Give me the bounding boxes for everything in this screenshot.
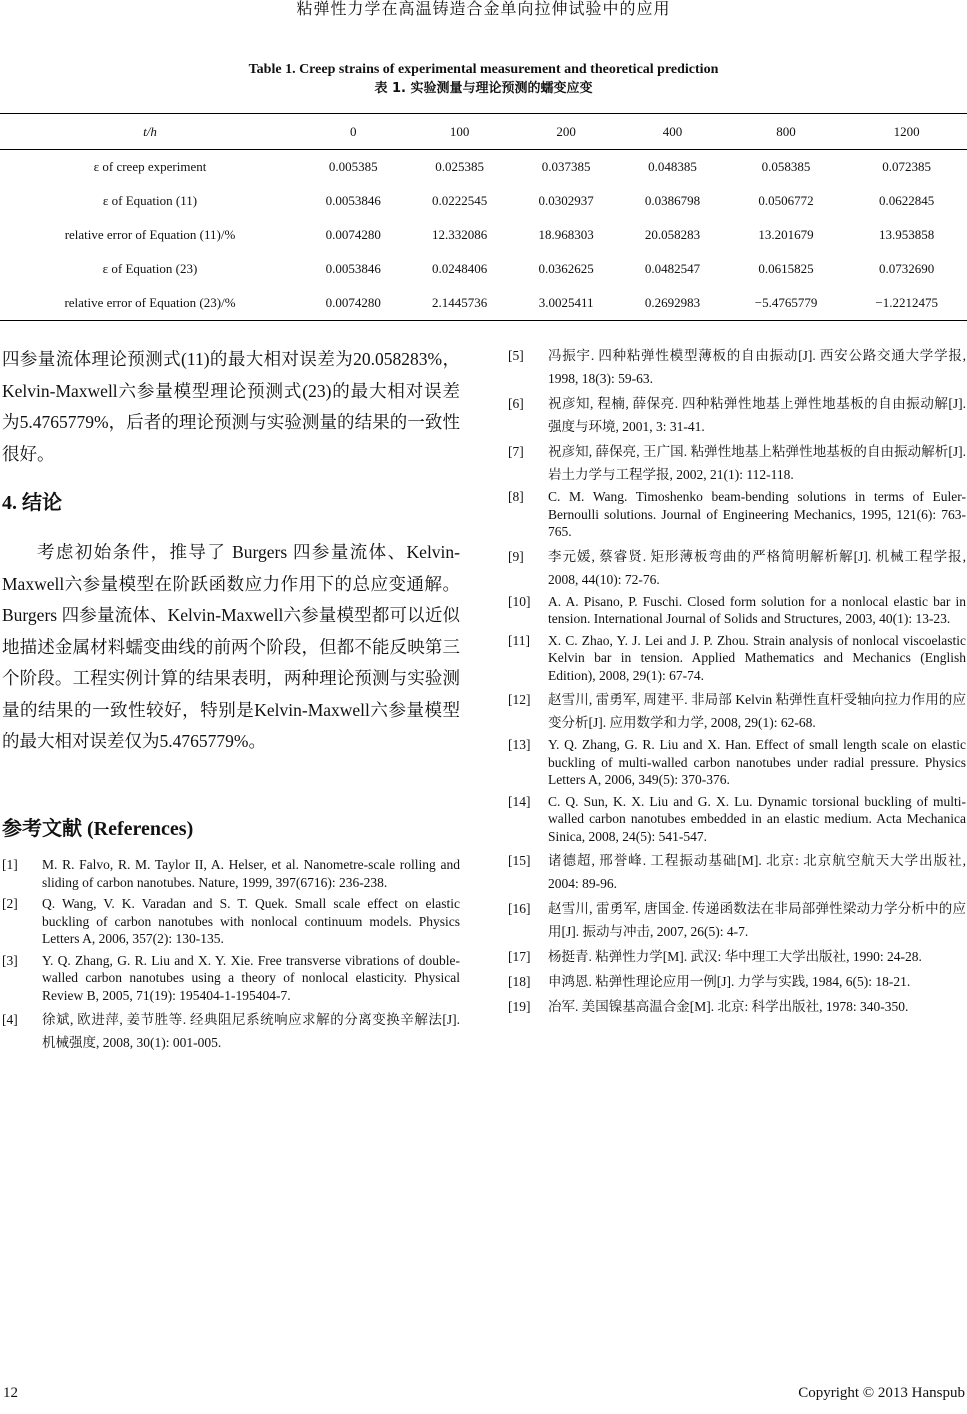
reference-item	[508, 688, 966, 734]
reference-text: 祝彦知, 程楠, 薛保亮. 四种粘弹性地基上弹性地基板的自由振动解[J]. 强度与环境, 2001, 3: 31-41.	[548, 396, 966, 434]
reference-text: X. C. Zhao, Y. J. Lei and J. P. Zhou. Strain analysis of nonlocal viscoelastic Kelvin bar in tension. Applied Mathematics and Mechanics (English Edition), 2008, 29(1): 67-74.	[548, 632, 966, 683]
reference-text: 祝彦知, 薛保亮, 王广国. 粘弹性地基上粘弹性地基板的自由振动解析[J]. 岩土力学与工程学报, 2002, 21(1): 112-118.	[548, 444, 966, 482]
table-cell: 0.0506772	[758, 193, 814, 208]
reference-item	[508, 897, 966, 943]
table-cell: −1.2212475	[875, 295, 938, 310]
reference-number: [10]	[508, 593, 531, 609]
references-list-right	[508, 344, 966, 1020]
reference-item	[508, 632, 966, 685]
table-header-cell: 400	[662, 123, 683, 139]
reference-item	[508, 392, 966, 438]
table-cell: 0.005385	[328, 159, 378, 174]
table-cell: 0.072385	[882, 159, 932, 174]
table-cell: 13.953858	[879, 227, 935, 242]
table-cell: 0.0222545	[432, 193, 488, 208]
table-cell: 0.2692983	[644, 295, 701, 310]
reference-text: 徐斌, 欧进萍, 姜节胜等. 经典阻尼系统响应求解的分离变换辛解法[J]. 机械强度, 2008, 30(1): 001-005.	[42, 1012, 460, 1050]
reference-text: 赵雪川, 雷勇军, 周建平. 非局部 Kelvin 粘弹性直杆受轴向拉力作用的应变分析[J]. 应用数学和力学, 2008, 29(1): 62-68.	[548, 692, 966, 730]
reference-item	[508, 945, 966, 968]
table-row	[0, 252, 967, 286]
table-cell: 0.025385	[435, 159, 485, 174]
table-cell: ε of Equation (23)	[102, 261, 198, 276]
table-cell: 0.0362625	[538, 261, 594, 276]
table-caption-cn: 表 1. 实验测量与理论预测的蠕变应变	[374, 81, 593, 96]
reference-item	[2, 856, 460, 891]
reference-text: 赵雪川, 雷勇军, 唐国金. 传递函数法在非局部弹性梁动力学分析中的应用[J]. 振动与冲击, 2007, 26(5): 4-7.	[548, 901, 966, 939]
reference-number: [12]	[508, 692, 531, 707]
table-cell: 0.0074280	[325, 295, 381, 310]
reference-text: Y. Q. Zhang, G. R. Liu and X. Y. Xie. Free transverse vibrations of double-walled carbon nanotubes using a theory of nonlocal elasticity. Physical Review B, 2005, 71(19): 195404-1-195404-7.	[42, 952, 460, 1003]
table-caption-en: Table 1. Creep strains of experimental measurement and theoretical prediction	[248, 62, 719, 77]
table-cell: 12.332086	[432, 227, 488, 242]
reference-item	[508, 849, 966, 895]
reference-text: 冯振宇. 四种粘弹性模型薄板的自由振动[J]. 西安公路交通大学学报, 1998, 18(3): 59-63.	[548, 348, 966, 386]
table-cell: 0.058385	[761, 159, 811, 174]
reference-number: [19]	[508, 999, 531, 1014]
reference-text: C. Q. Sun, K. X. Liu and G. X. Lu. Dynamic torsional buckling of multi-walled carbon nanotubes embedded in an elastic medium. Acta Mechanica Sinica, 2008, 24(5): 541-547.	[548, 793, 966, 844]
table-header-cell: 100	[449, 123, 470, 139]
table-header-cell: 800	[776, 123, 796, 139]
reference-item	[508, 995, 966, 1018]
reference-text: 申鸿恩. 粘弹性理论应用一例[J]. 力学与实践, 1984, 6(5): 18-21.	[548, 974, 911, 989]
table-cell: 13.201679	[758, 227, 814, 242]
reference-item	[508, 440, 966, 486]
body-paragraph: 考虑初始条件，推导了 Burgers 四参量流体、Kelvin-Maxwell六参量模型在阶跃函数应力作用下的总应变通解。Burgers 四参量流体、Kelvin-Maxwell六参量模型都可以近似地描述金属材料蠕变曲线的前两个阶段，但都不能反映第三个阶段。工程实例计算的结果表明，两种理论预测与实验测量的结果的一致性较好，特别是Kelvin-Maxwell六参量模型的最大相对误差仅为5.4765779%。	[2, 542, 460, 751]
table-header-row	[0, 114, 967, 150]
reference-number: [6]	[508, 396, 524, 411]
reference-item	[2, 952, 460, 1005]
reference-number: [16]	[508, 901, 531, 916]
reference-item	[508, 593, 966, 628]
reference-text: 冶军. 美国镍基高温合金[M]. 北京: 科学出版社, 1978: 340-350.	[548, 999, 909, 1014]
copyright-notice: Copyright © 2013 Hanspub	[798, 1385, 965, 1401]
reference-number: [7]	[508, 444, 524, 459]
reference-number: [18]	[508, 974, 531, 989]
table-cell: 0.0053846	[325, 193, 381, 208]
table-cell: 0.0615825	[758, 261, 814, 276]
reference-item	[508, 545, 966, 591]
reference-text: C. M. Wang. Timoshenko beam-bending solutions in terms of Euler-Bernoulli solutions. Journal of Engineering Mechanics, 1995, 121(6): 763-765.	[548, 489, 966, 539]
reference-text: Y. Q. Zhang, G. R. Liu and X. Han. Effect of small length scale on elastic buckling of multi-walled carbon nanotubes under radial pressure. Physics Letters A, 2006, 349(5): 370-376.	[548, 737, 966, 787]
table-cell: 0.0074280	[325, 227, 381, 242]
reference-number: [8]	[508, 489, 524, 504]
reference-number: [17]	[508, 949, 531, 964]
reference-item	[508, 970, 966, 993]
reference-text: 杨挺青. 粘弹性力学[M]. 武汉: 华中理工大学出版社, 1990: 24-28.	[548, 949, 922, 964]
table-cell: ε of Equation (11)	[102, 193, 198, 208]
table-cell: 2.1445736	[432, 295, 488, 310]
reference-number: [5]	[508, 348, 524, 363]
table-cell: relative error of Equation (11)/%	[64, 227, 236, 242]
table-row	[0, 218, 967, 252]
reference-item	[2, 895, 460, 948]
table-cell: 0.0622845	[879, 193, 935, 208]
references-heading: 参考文献 (References)	[2, 818, 194, 840]
references-list-left	[2, 856, 460, 1056]
reference-number: [4]	[2, 1012, 18, 1027]
running-head: 粘弹性力学在高温铸造合金单向拉伸试验中的应用	[296, 1, 671, 18]
reference-text: 李元媛, 蔡睿贤. 矩形薄板弯曲的严格简明解析解[J]. 机械工程学报, 2008, 44(10): 72-76.	[548, 548, 966, 587]
table-header-cell: 200	[556, 123, 576, 139]
body-paragraph: 四参量流体理论预测式(11)的最大相对误差为20.058283%，Kelvin-Maxwell六参量模型理论预测式(23)的最大相对误差为5.4765779%，后者的理论预测与实验测量的结果的一致性很好。	[2, 349, 460, 464]
table-cell: 0.037385	[541, 159, 591, 174]
table-cell: 20.058283	[644, 227, 701, 242]
table-cell: 0.048385	[648, 159, 697, 174]
table-cell: ε of creep experiment	[93, 159, 207, 174]
page-number: 12	[3, 1385, 18, 1401]
reference-item	[508, 793, 966, 846]
table-row	[0, 286, 967, 321]
table-row	[0, 150, 967, 185]
reference-number: [3]	[2, 952, 18, 968]
reference-number: [11]	[508, 632, 530, 648]
reference-item	[2, 1008, 460, 1054]
reference-number: [2]	[2, 896, 18, 911]
reference-item	[508, 736, 966, 789]
table-cell: −5.4765779	[754, 295, 818, 310]
reference-item	[508, 344, 966, 390]
table-cell: 18.968303	[538, 227, 594, 242]
table-cell: 0.0302937	[538, 193, 594, 208]
reference-number: [9]	[508, 548, 524, 564]
table-header-cell: 1200	[893, 123, 920, 139]
creep-strain-table	[0, 113, 967, 321]
table-header-cell: 0	[349, 123, 357, 139]
table-cell: 0.0248406	[432, 261, 488, 276]
reference-item	[508, 488, 966, 541]
reference-number: [15]	[508, 853, 531, 868]
table-header-cell: t/h	[143, 123, 157, 139]
table-cell: 0.0732690	[879, 261, 935, 276]
reference-text: M. R. Falvo, R. M. Taylor II, A. Helser, et al. Nanometre-scale rolling and sliding of carbon nanotubes. Nature, 1999, 397(6716): 236-238.	[42, 857, 460, 890]
reference-number: [14]	[508, 793, 531, 809]
reference-number: [1]	[2, 857, 18, 872]
table-cell: 0.0482547	[644, 261, 701, 276]
table-row	[0, 184, 967, 218]
table-caption	[0, 60, 967, 98]
reference-text: A. A. Pisano, P. Fuschi. Closed form solution for a nonlocal elastic bar in tension. International Journal of Solids and Structures, 2003, 40(1): 13-23.	[548, 593, 966, 626]
reference-text: 诸德超, 邢誉峰. 工程振动基础[M]. 北京: 北京航空航天大学出版社, 2004: 89-96.	[548, 853, 966, 891]
table-cell: relative error of Equation (23)/%	[64, 295, 236, 310]
reference-number: [13]	[508, 737, 531, 752]
table-cell: 3.0025411	[538, 295, 594, 310]
table-cell: 0.0053846	[325, 261, 381, 276]
table-cell: 0.0386798	[644, 193, 701, 208]
reference-text: Q. Wang, V. K. Varadan and S. T. Quek. Small scale effect on elastic buckling of carbon nanotubes with nonlocal continuum models. Physics Letters A, 2006, 357(2): 130-135.	[42, 896, 460, 946]
section-heading-conclusion: 4. 结论	[2, 492, 62, 514]
